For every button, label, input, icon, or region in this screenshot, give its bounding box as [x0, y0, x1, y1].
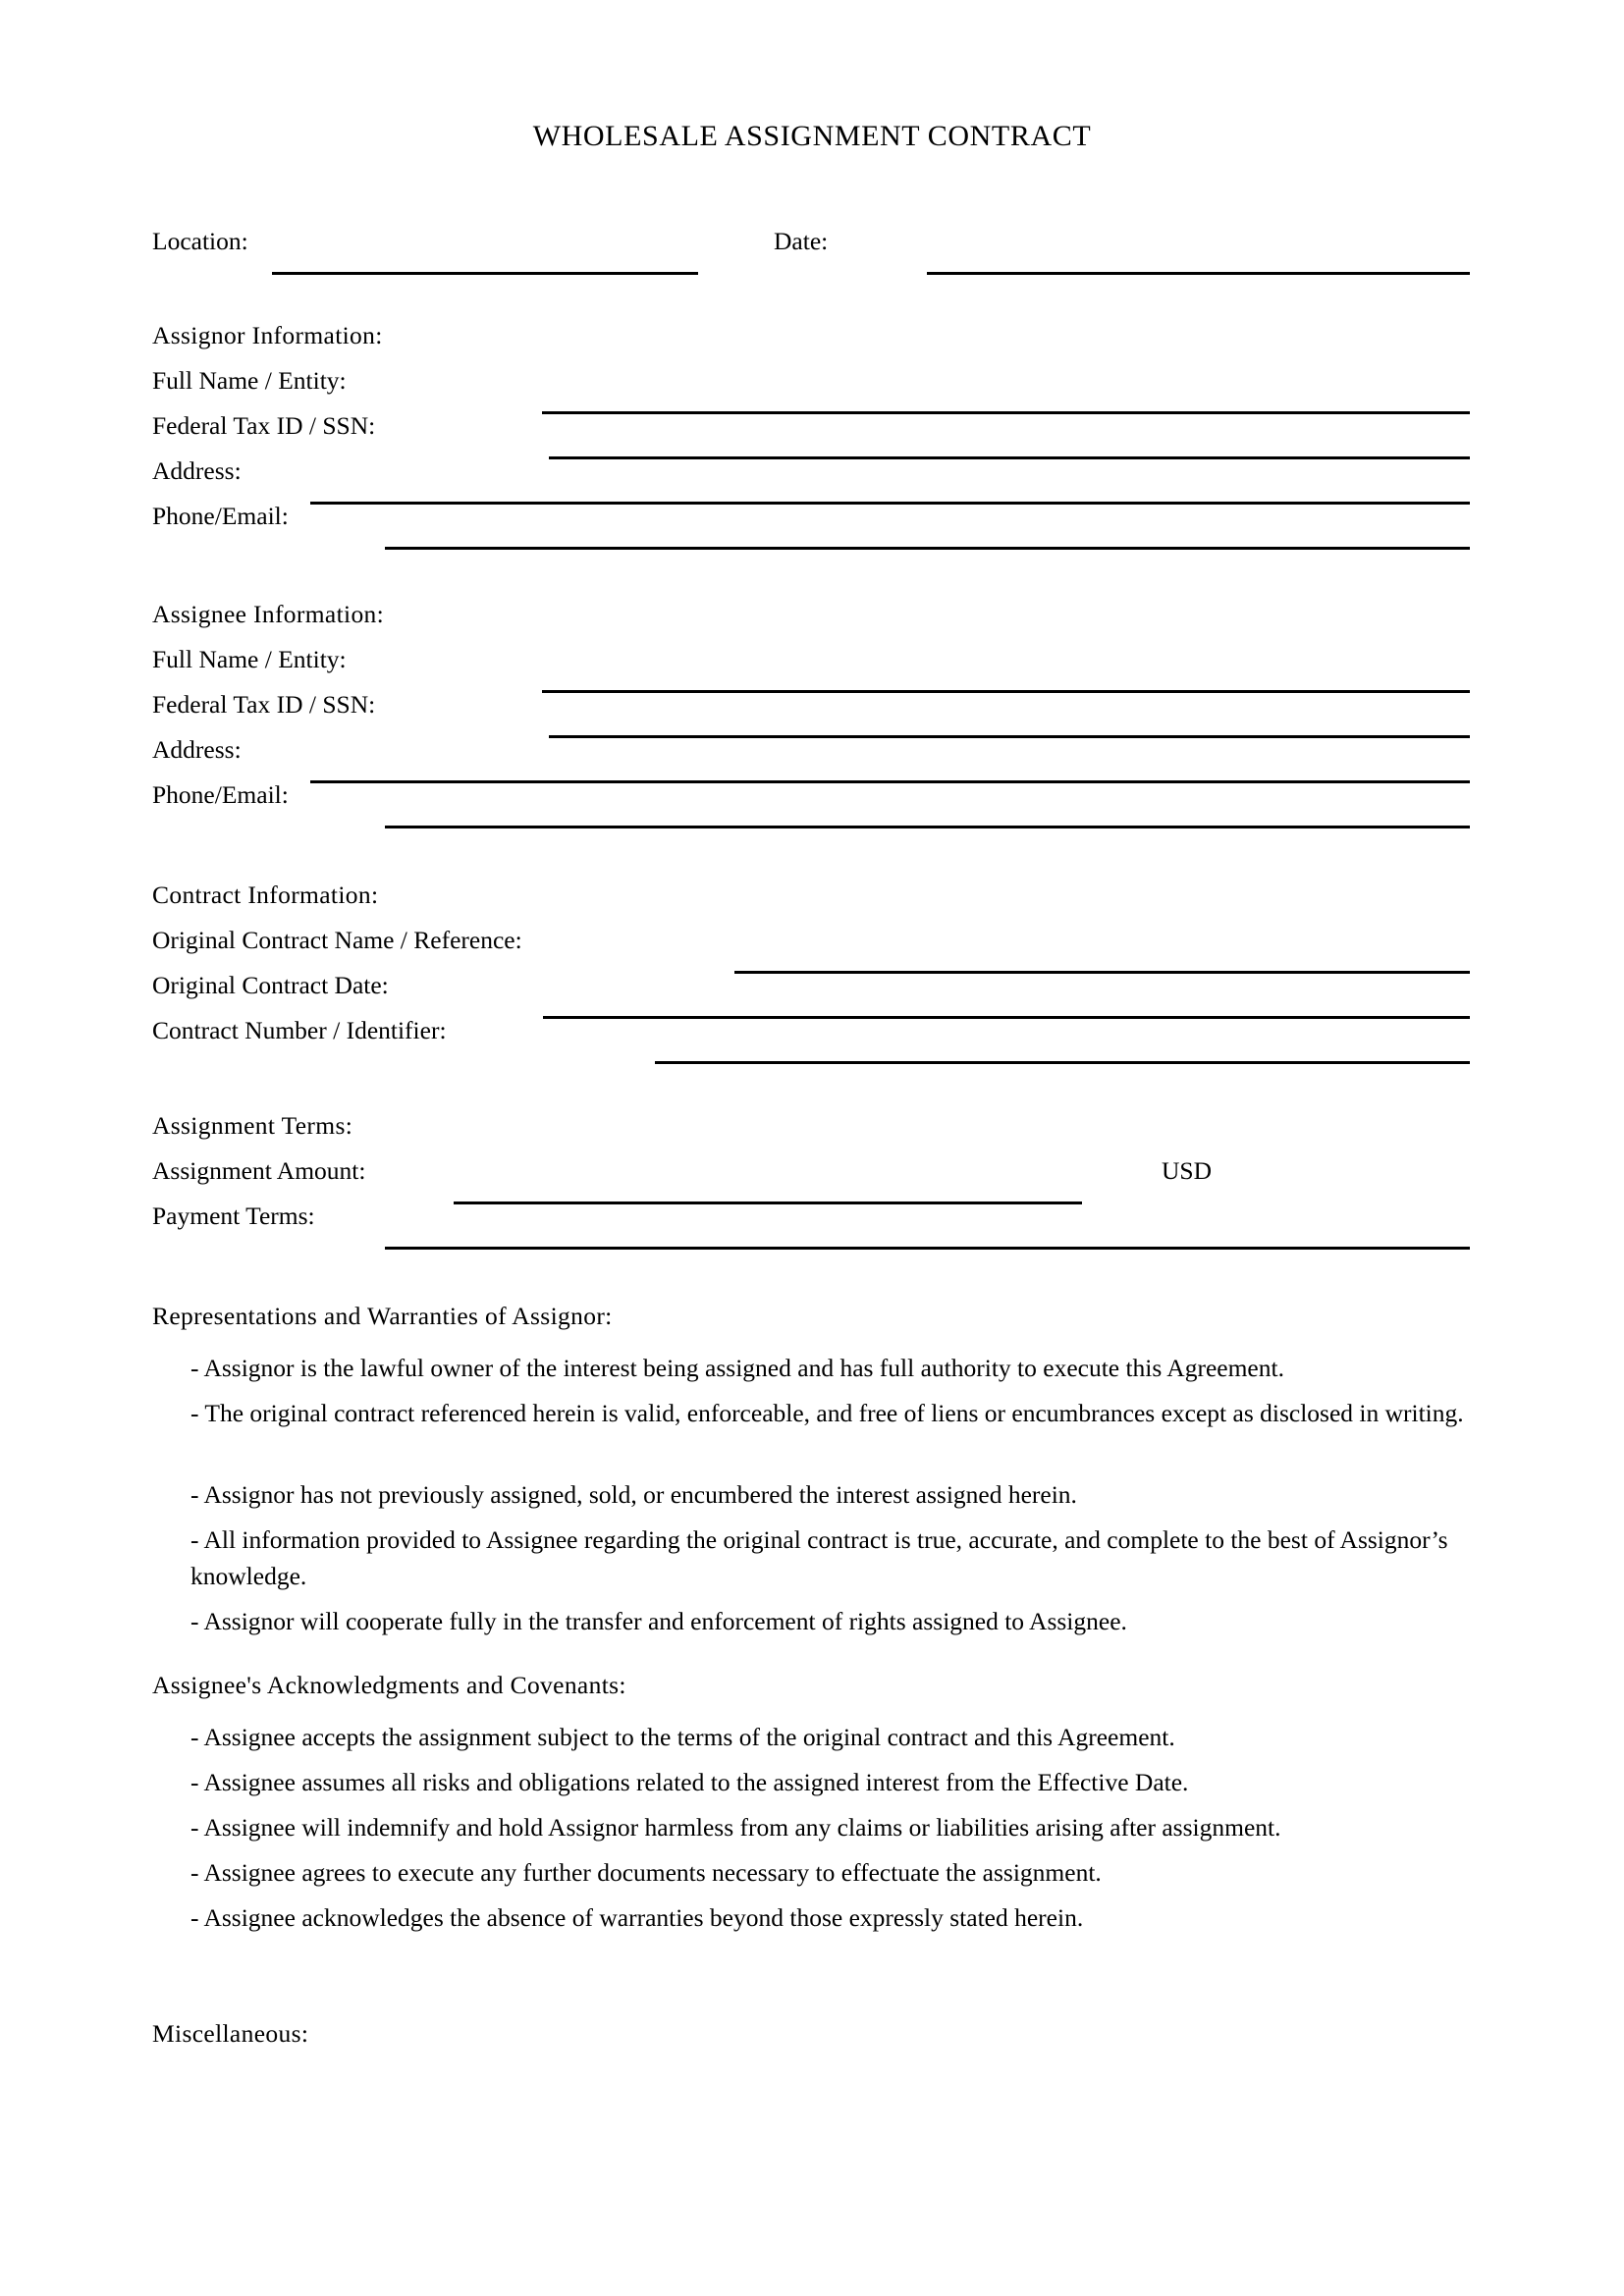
assignee-tax-id-label: Federal Tax ID / SSN: — [152, 690, 376, 719]
assignor-address-label: Address: — [152, 456, 242, 485]
original-contract-name-input-line[interactable] — [734, 971, 1470, 974]
assignment-amount-currency-label: USD — [1162, 1156, 1213, 1185]
assignee-section-heading: Assignee Information: — [152, 600, 385, 628]
assignment-terms-section-heading: Assignment Terms: — [152, 1111, 353, 1140]
assignee-address-label: Address: — [152, 735, 242, 764]
list-item: - Assignee acknowledges the absence of warranties beyond those expressly stated herein. — [190, 1903, 1084, 1932]
list-item: - The original contract referenced herein is valid, enforceable, and free of liens or encumbrances except as disclosed in writing. — [190, 1399, 1464, 1427]
list-item: - Assignee assumes all risks and obligations related to the assigned interest from the Effective Date. — [190, 1768, 1189, 1796]
assignor-tax-id-input-line[interactable] — [549, 456, 1470, 459]
original-contract-date-label: Original Contract Date: — [152, 971, 389, 999]
assignor-full-name-input-line[interactable] — [542, 411, 1470, 414]
acknowledgments-section-heading: Assignee's Acknowledgments and Covenants: — [152, 1671, 626, 1699]
list-item: - Assignor has not previously assigned, sold, or encumbered the interest assigned herein. — [190, 1480, 1077, 1509]
location-label: Location: — [152, 227, 248, 255]
assignor-phone-email-input-line[interactable] — [385, 547, 1470, 550]
assignment-amount-label: Assignment Amount: — [152, 1156, 366, 1185]
assignee-address-input-line[interactable] — [310, 780, 1470, 783]
list-item: - Assignor is the lawful owner of the interest being assigned and has full authority to execute this Agreement. — [190, 1354, 1284, 1382]
assignee-tax-id-input-line[interactable] — [549, 735, 1470, 738]
list-item: - Assignor will cooperate fully in the transfer and enforcement of rights assigned to Assignee. — [190, 1607, 1127, 1635]
list-item: - Assignee will indemnify and hold Assignor harmless from any claims or liabilities arising after assignment. — [190, 1813, 1281, 1842]
assignee-full-name-label: Full Name / Entity: — [152, 645, 347, 673]
assignee-phone-email-input-line[interactable] — [385, 826, 1470, 828]
miscellaneous-section-heading: Miscellaneous: — [152, 2019, 309, 2048]
assignor-tax-id-label: Federal Tax ID / SSN: — [152, 411, 376, 440]
assignee-phone-email-label: Phone/Email: — [152, 780, 289, 809]
date-label: Date: — [774, 227, 829, 255]
payment-terms-input-line[interactable] — [385, 1247, 1470, 1250]
representations-section-heading: Representations and Warranties of Assignor: — [152, 1302, 613, 1330]
date-input-line[interactable] — [927, 272, 1470, 275]
original-contract-name-label: Original Contract Name / Reference: — [152, 926, 522, 954]
list-item: - Assignee accepts the assignment subject to the terms of the original contract and this Agreement. — [190, 1723, 1175, 1751]
original-contract-date-input-line[interactable] — [543, 1016, 1470, 1019]
assignor-full-name-label: Full Name / Entity: — [152, 366, 347, 395]
contract-number-input-line[interactable] — [655, 1061, 1470, 1064]
page-title: WHOLESALE ASSIGNMENT CONTRACT — [532, 120, 1092, 152]
contract-section-heading: Contract Information: — [152, 881, 379, 909]
list-item: - Assignee agrees to execute any further documents necessary to effectuate the assignment. — [190, 1858, 1102, 1887]
list-item: - All information provided to Assignee regarding the original contract is true, accurate, and complete to the best of Assignor’s knowledge. — [190, 1525, 1448, 1590]
assignor-address-input-line[interactable] — [310, 502, 1470, 505]
contract-number-label: Contract Number / Identifier: — [152, 1016, 447, 1044]
location-input-line[interactable] — [272, 272, 698, 275]
assignment-amount-input-line[interactable] — [454, 1201, 1082, 1204]
assignor-section-heading: Assignor Information: — [152, 321, 383, 349]
payment-terms-label: Payment Terms: — [152, 1201, 315, 1230]
assignee-full-name-input-line[interactable] — [542, 690, 1470, 693]
assignor-phone-email-label: Phone/Email: — [152, 502, 289, 530]
